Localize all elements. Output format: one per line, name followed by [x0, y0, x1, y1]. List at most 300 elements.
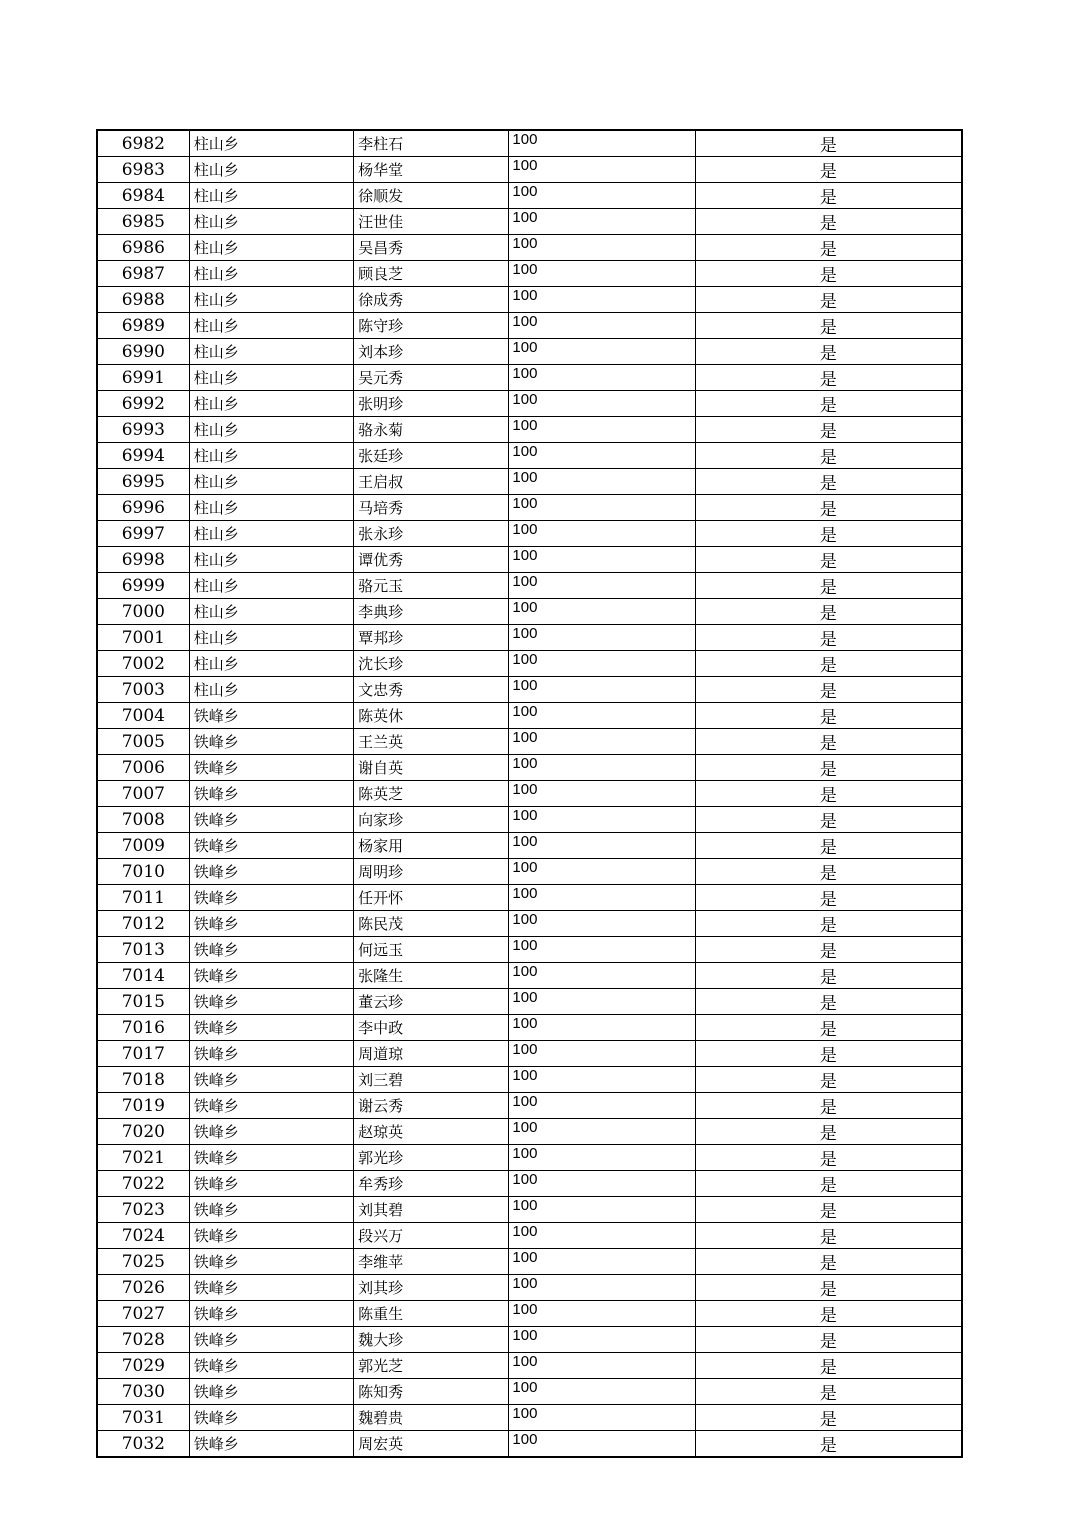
amount-cell: 100	[509, 469, 695, 495]
amount-cell: 100	[509, 495, 695, 521]
amount-cell: 100	[509, 443, 695, 469]
person-name-cell: 魏大珍	[354, 1327, 509, 1353]
table-row	[97, 495, 962, 521]
status-cell: 是	[695, 1197, 962, 1223]
amount-cell: 100	[509, 989, 695, 1015]
status-cell: 是	[695, 443, 962, 469]
table-row	[97, 183, 962, 209]
township-cell: 铁峰乡	[189, 1301, 353, 1327]
township-cell: 柱山乡	[189, 339, 353, 365]
row-number-cell: 7011	[97, 885, 189, 911]
person-name-cell: 谭优秀	[354, 547, 509, 573]
person-name-cell: 吴元秀	[354, 365, 509, 391]
amount-cell: 100	[509, 1327, 695, 1353]
status-cell: 是	[695, 1145, 962, 1171]
row-number-cell: 7013	[97, 937, 189, 963]
person-name-cell: 骆永菊	[354, 417, 509, 443]
person-name-cell: 陈英休	[354, 703, 509, 729]
row-number-cell: 7018	[97, 1067, 189, 1093]
status-cell: 是	[695, 1379, 962, 1405]
township-cell: 铁峰乡	[189, 1249, 353, 1275]
table-row	[97, 1197, 962, 1223]
township-cell: 柱山乡	[189, 625, 353, 651]
status-cell: 是	[695, 235, 962, 261]
table-row	[97, 651, 962, 677]
person-name-cell: 骆元玉	[354, 573, 509, 599]
status-cell: 是	[695, 677, 962, 703]
row-number-cell: 6991	[97, 365, 189, 391]
amount-cell: 100	[509, 807, 695, 833]
row-number-cell: 7008	[97, 807, 189, 833]
status-cell: 是	[695, 157, 962, 183]
table-row	[97, 1327, 962, 1353]
amount-cell: 100	[509, 729, 695, 755]
township-cell: 铁峰乡	[189, 1067, 353, 1093]
status-cell: 是	[695, 469, 962, 495]
status-cell: 是	[695, 209, 962, 235]
status-cell: 是	[695, 807, 962, 833]
status-cell: 是	[695, 1301, 962, 1327]
township-cell: 柱山乡	[189, 417, 353, 443]
person-name-cell: 张永珍	[354, 521, 509, 547]
amount-cell: 100	[509, 209, 695, 235]
township-cell: 铁峰乡	[189, 885, 353, 911]
amount-cell: 100	[509, 1431, 695, 1458]
amount-cell: 100	[509, 859, 695, 885]
amount-cell: 100	[509, 625, 695, 651]
township-cell: 铁峰乡	[189, 1145, 353, 1171]
person-name-cell: 张明珍	[354, 391, 509, 417]
table-row	[97, 599, 962, 625]
amount-cell: 100	[509, 157, 695, 183]
table-row	[97, 287, 962, 313]
amount-cell: 100	[509, 130, 695, 157]
row-number-cell: 7025	[97, 1249, 189, 1275]
status-cell: 是	[695, 1405, 962, 1431]
amount-cell: 100	[509, 1353, 695, 1379]
person-name-cell: 赵琼英	[354, 1119, 509, 1145]
amount-cell: 100	[509, 1119, 695, 1145]
row-number-cell: 7017	[97, 1041, 189, 1067]
table-row	[97, 547, 962, 573]
table-row	[97, 1431, 962, 1458]
township-cell: 铁峰乡	[189, 1119, 353, 1145]
table-row	[97, 1405, 962, 1431]
township-cell: 铁峰乡	[189, 781, 353, 807]
row-number-cell: 7019	[97, 1093, 189, 1119]
row-number-cell: 6993	[97, 417, 189, 443]
township-cell: 铁峰乡	[189, 1431, 353, 1458]
status-cell: 是	[695, 625, 962, 651]
township-cell: 柱山乡	[189, 547, 353, 573]
status-cell: 是	[695, 1327, 962, 1353]
table-row	[97, 859, 962, 885]
amount-cell: 100	[509, 1379, 695, 1405]
row-number-cell: 7001	[97, 625, 189, 651]
status-cell: 是	[695, 1015, 962, 1041]
row-number-cell: 6989	[97, 313, 189, 339]
table-row	[97, 937, 962, 963]
amount-cell: 100	[509, 339, 695, 365]
amount-cell: 100	[509, 1067, 695, 1093]
person-name-cell: 吴昌秀	[354, 235, 509, 261]
row-number-cell: 6982	[97, 130, 189, 157]
amount-cell: 100	[509, 677, 695, 703]
row-number-cell: 7015	[97, 989, 189, 1015]
row-number-cell: 7002	[97, 651, 189, 677]
table-row	[97, 1041, 962, 1067]
table-row	[97, 130, 962, 157]
table-row	[97, 235, 962, 261]
row-number-cell: 7032	[97, 1431, 189, 1458]
person-name-cell: 文忠秀	[354, 677, 509, 703]
amount-cell: 100	[509, 235, 695, 261]
row-number-cell: 7006	[97, 755, 189, 781]
status-cell: 是	[695, 417, 962, 443]
row-number-cell: 6998	[97, 547, 189, 573]
table-row	[97, 417, 962, 443]
table-row	[97, 807, 962, 833]
status-cell: 是	[695, 781, 962, 807]
township-cell: 柱山乡	[189, 521, 353, 547]
person-name-cell: 徐成秀	[354, 287, 509, 313]
row-number-cell: 6990	[97, 339, 189, 365]
amount-cell: 100	[509, 781, 695, 807]
table-row	[97, 209, 962, 235]
person-name-cell: 任开怀	[354, 885, 509, 911]
status-cell: 是	[695, 1067, 962, 1093]
row-number-cell: 7016	[97, 1015, 189, 1041]
status-cell: 是	[695, 365, 962, 391]
table-row	[97, 833, 962, 859]
status-cell: 是	[695, 937, 962, 963]
status-cell: 是	[695, 313, 962, 339]
township-cell: 铁峰乡	[189, 729, 353, 755]
township-cell: 柱山乡	[189, 183, 353, 209]
table-row	[97, 1249, 962, 1275]
township-cell: 铁峰乡	[189, 859, 353, 885]
table-row	[97, 157, 962, 183]
status-cell: 是	[695, 703, 962, 729]
township-cell: 柱山乡	[189, 651, 353, 677]
amount-cell: 100	[509, 1041, 695, 1067]
person-name-cell: 刘三碧	[354, 1067, 509, 1093]
row-number-cell: 7004	[97, 703, 189, 729]
amount-cell: 100	[509, 573, 695, 599]
person-name-cell: 陈重生	[354, 1301, 509, 1327]
township-cell: 铁峰乡	[189, 989, 353, 1015]
row-number-cell: 7012	[97, 911, 189, 937]
table-row	[97, 1223, 962, 1249]
amount-cell: 100	[509, 547, 695, 573]
table-row	[97, 911, 962, 937]
table-row	[97, 1015, 962, 1041]
row-number-cell: 7024	[97, 1223, 189, 1249]
status-cell: 是	[695, 495, 962, 521]
person-name-cell: 刘其珍	[354, 1275, 509, 1301]
table-row	[97, 1145, 962, 1171]
township-cell: 铁峰乡	[189, 1171, 353, 1197]
table-row	[97, 1119, 962, 1145]
township-cell: 柱山乡	[189, 261, 353, 287]
person-name-cell: 周宏英	[354, 1431, 509, 1458]
row-number-cell: 7029	[97, 1353, 189, 1379]
row-number-cell: 7003	[97, 677, 189, 703]
status-cell: 是	[695, 1223, 962, 1249]
table-body	[97, 130, 962, 1457]
status-cell: 是	[695, 651, 962, 677]
person-name-cell: 陈民茂	[354, 911, 509, 937]
table-row	[97, 703, 962, 729]
person-name-cell: 谢自英	[354, 755, 509, 781]
status-cell: 是	[695, 130, 962, 157]
table-row	[97, 313, 962, 339]
township-cell: 柱山乡	[189, 599, 353, 625]
township-cell: 铁峰乡	[189, 963, 353, 989]
amount-cell: 100	[509, 885, 695, 911]
amount-cell: 100	[509, 651, 695, 677]
person-name-cell: 李中政	[354, 1015, 509, 1041]
person-name-cell: 牟秀珍	[354, 1171, 509, 1197]
row-number-cell: 6996	[97, 495, 189, 521]
row-number-cell: 7014	[97, 963, 189, 989]
table-row	[97, 1301, 962, 1327]
person-name-cell: 陈英芝	[354, 781, 509, 807]
amount-cell: 100	[509, 1223, 695, 1249]
person-name-cell: 郭光芝	[354, 1353, 509, 1379]
table-row	[97, 1275, 962, 1301]
table-row	[97, 1379, 962, 1405]
amount-cell: 100	[509, 313, 695, 339]
status-cell: 是	[695, 1171, 962, 1197]
row-number-cell: 6994	[97, 443, 189, 469]
amount-cell: 100	[509, 1093, 695, 1119]
amount-cell: 100	[509, 1405, 695, 1431]
status-cell: 是	[695, 547, 962, 573]
status-cell: 是	[695, 183, 962, 209]
row-number-cell: 7021	[97, 1145, 189, 1171]
amount-cell: 100	[509, 703, 695, 729]
row-number-cell: 7022	[97, 1171, 189, 1197]
table-row	[97, 391, 962, 417]
amount-cell: 100	[509, 1197, 695, 1223]
person-name-cell: 李维苹	[354, 1249, 509, 1275]
township-cell: 柱山乡	[189, 677, 353, 703]
status-cell: 是	[695, 599, 962, 625]
table-row	[97, 781, 962, 807]
status-cell: 是	[695, 859, 962, 885]
amount-cell: 100	[509, 937, 695, 963]
table-row	[97, 521, 962, 547]
row-number-cell: 6988	[97, 287, 189, 313]
table-row	[97, 963, 962, 989]
table-row	[97, 625, 962, 651]
row-number-cell: 7005	[97, 729, 189, 755]
status-cell: 是	[695, 287, 962, 313]
township-cell: 柱山乡	[189, 443, 353, 469]
person-name-cell: 谢云秀	[354, 1093, 509, 1119]
person-name-cell: 李典珍	[354, 599, 509, 625]
status-cell: 是	[695, 885, 962, 911]
row-number-cell: 7007	[97, 781, 189, 807]
person-name-cell: 刘其碧	[354, 1197, 509, 1223]
table-row	[97, 469, 962, 495]
township-cell: 柱山乡	[189, 495, 353, 521]
amount-cell: 100	[509, 521, 695, 547]
status-cell: 是	[695, 1275, 962, 1301]
row-number-cell: 7023	[97, 1197, 189, 1223]
person-name-cell: 刘本珍	[354, 339, 509, 365]
status-cell: 是	[695, 989, 962, 1015]
person-name-cell: 覃邦珍	[354, 625, 509, 651]
table-row	[97, 365, 962, 391]
township-cell: 柱山乡	[189, 469, 353, 495]
row-number-cell: 7030	[97, 1379, 189, 1405]
status-cell: 是	[695, 521, 962, 547]
amount-cell: 100	[509, 755, 695, 781]
table-row	[97, 1171, 962, 1197]
amount-cell: 100	[509, 391, 695, 417]
person-name-cell: 段兴万	[354, 1223, 509, 1249]
status-cell: 是	[695, 391, 962, 417]
township-cell: 铁峰乡	[189, 1041, 353, 1067]
status-cell: 是	[695, 833, 962, 859]
township-cell: 柱山乡	[189, 157, 353, 183]
row-number-cell: 6986	[97, 235, 189, 261]
township-cell: 铁峰乡	[189, 1353, 353, 1379]
row-number-cell: 6987	[97, 261, 189, 287]
township-cell: 铁峰乡	[189, 1223, 353, 1249]
table-row	[97, 885, 962, 911]
person-name-cell: 陈守珍	[354, 313, 509, 339]
row-number-cell: 7026	[97, 1275, 189, 1301]
person-name-cell: 张隆生	[354, 963, 509, 989]
amount-cell: 100	[509, 833, 695, 859]
township-cell: 铁峰乡	[189, 911, 353, 937]
row-number-cell: 7009	[97, 833, 189, 859]
row-number-cell: 7020	[97, 1119, 189, 1145]
amount-cell: 100	[509, 183, 695, 209]
table-row	[97, 1093, 962, 1119]
status-cell: 是	[695, 1431, 962, 1458]
township-cell: 铁峰乡	[189, 1327, 353, 1353]
amount-cell: 100	[509, 1249, 695, 1275]
township-cell: 铁峰乡	[189, 937, 353, 963]
row-number-cell: 6985	[97, 209, 189, 235]
township-cell: 柱山乡	[189, 365, 353, 391]
row-number-cell: 6984	[97, 183, 189, 209]
amount-cell: 100	[509, 911, 695, 937]
person-name-cell: 顾良芝	[354, 261, 509, 287]
person-name-cell: 杨家用	[354, 833, 509, 859]
status-cell: 是	[695, 755, 962, 781]
status-cell: 是	[695, 1353, 962, 1379]
table-row	[97, 339, 962, 365]
row-number-cell: 6999	[97, 573, 189, 599]
status-cell: 是	[695, 261, 962, 287]
township-cell: 柱山乡	[189, 235, 353, 261]
township-cell: 铁峰乡	[189, 755, 353, 781]
person-name-cell: 魏碧贵	[354, 1405, 509, 1431]
table-row	[97, 261, 962, 287]
status-cell: 是	[695, 1249, 962, 1275]
person-name-cell: 董云珍	[354, 989, 509, 1015]
township-cell: 柱山乡	[189, 573, 353, 599]
person-name-cell: 何远玉	[354, 937, 509, 963]
township-cell: 铁峰乡	[189, 1197, 353, 1223]
amount-cell: 100	[509, 417, 695, 443]
township-cell: 柱山乡	[189, 287, 353, 313]
person-name-cell: 陈知秀	[354, 1379, 509, 1405]
township-cell: 柱山乡	[189, 209, 353, 235]
person-name-cell: 周道琼	[354, 1041, 509, 1067]
amount-cell: 100	[509, 963, 695, 989]
person-name-cell: 向家珍	[354, 807, 509, 833]
status-cell: 是	[695, 1119, 962, 1145]
person-name-cell: 汪世佳	[354, 209, 509, 235]
township-cell: 铁峰乡	[189, 1405, 353, 1431]
amount-cell: 100	[509, 1145, 695, 1171]
township-cell: 柱山乡	[189, 391, 353, 417]
row-number-cell: 6983	[97, 157, 189, 183]
person-name-cell: 张廷珍	[354, 443, 509, 469]
township-cell: 铁峰乡	[189, 703, 353, 729]
person-name-cell: 马培秀	[354, 495, 509, 521]
amount-cell: 100	[509, 1015, 695, 1041]
row-number-cell: 7031	[97, 1405, 189, 1431]
data-table	[96, 129, 963, 1458]
table-row	[97, 573, 962, 599]
row-number-cell: 7010	[97, 859, 189, 885]
table-row	[97, 1067, 962, 1093]
township-cell: 铁峰乡	[189, 1275, 353, 1301]
person-name-cell: 郭光珍	[354, 1145, 509, 1171]
table-row	[97, 755, 962, 781]
row-number-cell: 6997	[97, 521, 189, 547]
row-number-cell: 7028	[97, 1327, 189, 1353]
table-row	[97, 989, 962, 1015]
status-cell: 是	[695, 729, 962, 755]
amount-cell: 100	[509, 261, 695, 287]
row-number-cell: 6992	[97, 391, 189, 417]
township-cell: 铁峰乡	[189, 1379, 353, 1405]
person-name-cell: 沈长珍	[354, 651, 509, 677]
amount-cell: 100	[509, 599, 695, 625]
person-name-cell: 王兰英	[354, 729, 509, 755]
row-number-cell: 6995	[97, 469, 189, 495]
township-cell: 铁峰乡	[189, 1015, 353, 1041]
person-name-cell: 徐顺发	[354, 183, 509, 209]
township-cell: 铁峰乡	[189, 1093, 353, 1119]
amount-cell: 100	[509, 1171, 695, 1197]
amount-cell: 100	[509, 1301, 695, 1327]
status-cell: 是	[695, 1041, 962, 1067]
person-name-cell: 李柱石	[354, 130, 509, 157]
status-cell: 是	[695, 911, 962, 937]
status-cell: 是	[695, 963, 962, 989]
row-number-cell: 7000	[97, 599, 189, 625]
row-number-cell: 7027	[97, 1301, 189, 1327]
table-row	[97, 443, 962, 469]
person-name-cell: 王启叔	[354, 469, 509, 495]
status-cell: 是	[695, 339, 962, 365]
table-row	[97, 729, 962, 755]
status-cell: 是	[695, 573, 962, 599]
township-cell: 柱山乡	[189, 313, 353, 339]
township-cell: 铁峰乡	[189, 833, 353, 859]
table-row	[97, 677, 962, 703]
person-name-cell: 周明珍	[354, 859, 509, 885]
